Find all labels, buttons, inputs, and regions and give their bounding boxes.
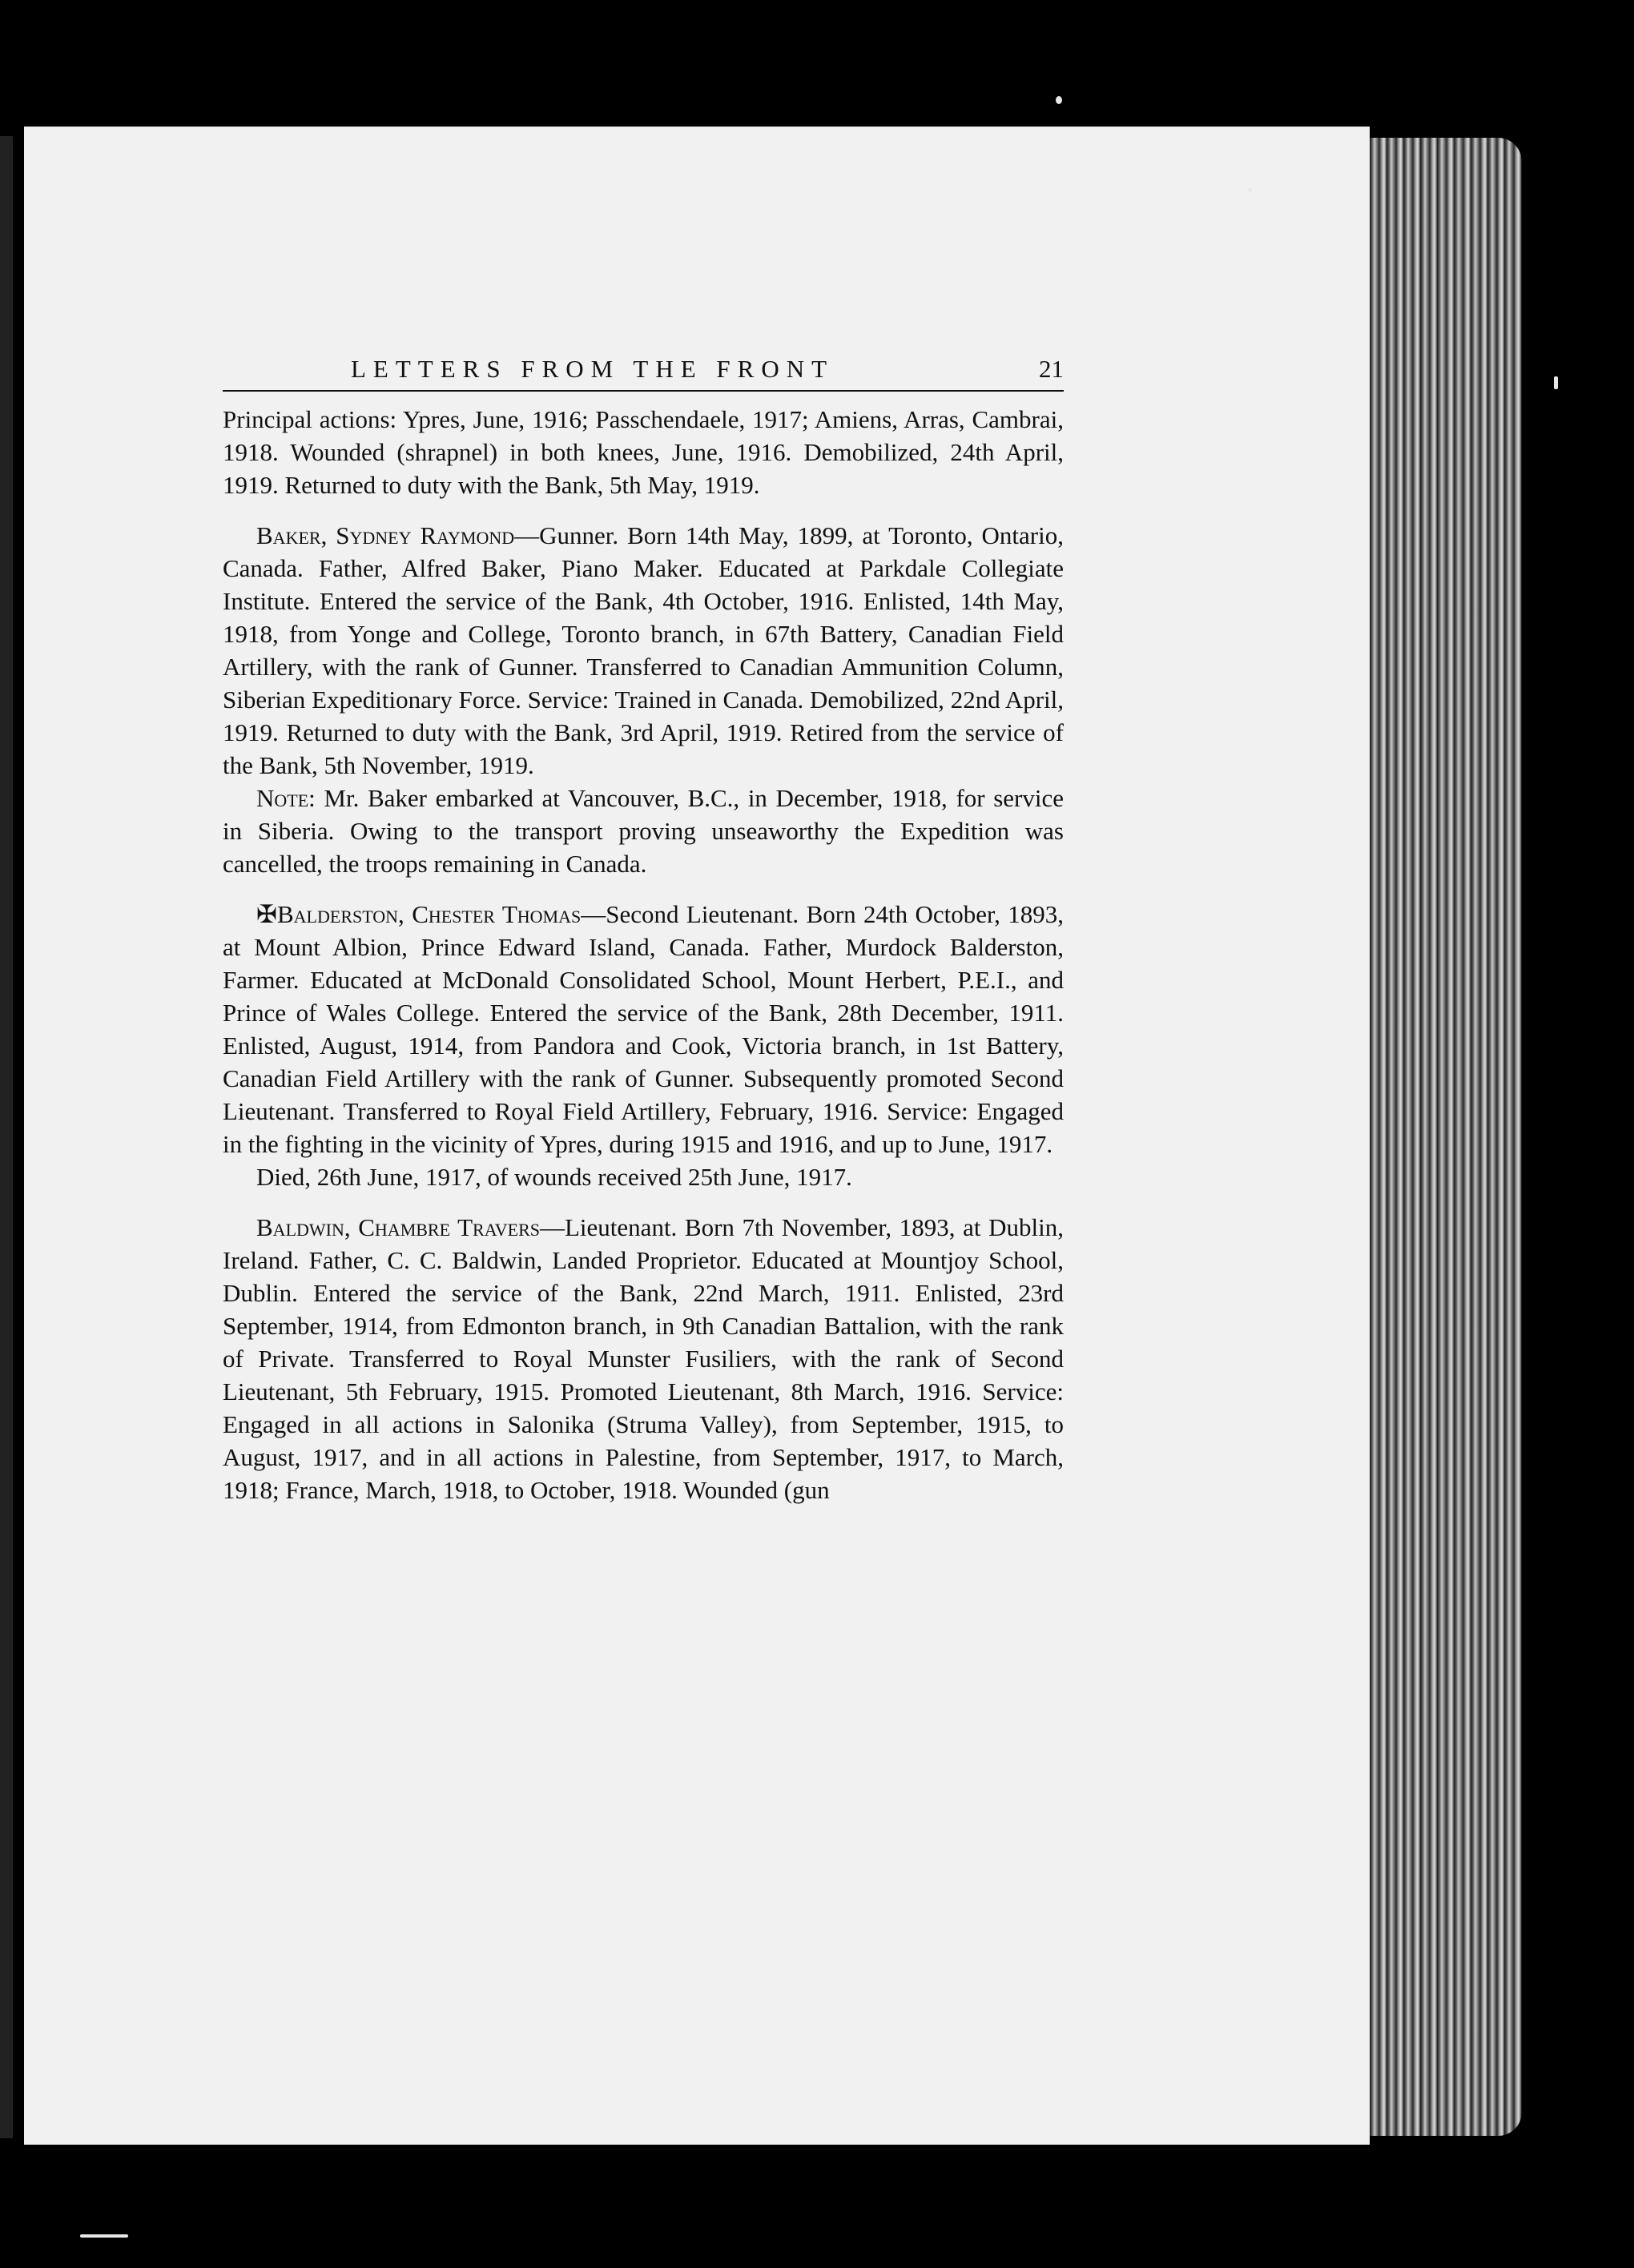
page-number: 21 (1039, 355, 1064, 383)
entry-died: Died, 26th June, 1917, of wounds received 25th June, 1917. (256, 1163, 852, 1191)
entry-note (223, 782, 1064, 880)
cross-marker-icon: ✠ (256, 900, 277, 928)
entry-balderston (223, 898, 1064, 1160)
entry-baker (223, 519, 1064, 782)
book-spine-shadow (0, 136, 13, 2138)
scan-speck (1056, 96, 1062, 104)
entry-body: —Second Lieutenant. Born 24th October, 1893, at Mount Albion, Prince Edward Island, Canada. Father, Murdock Balderston, Farmer. Educated at McDonald Consolidated School, Mount Herbert, P.E.I., and Prince of Wales College. Entered the service of the Bank, 28th December, 1911. Enlisted, August, 1914, from Pandora and Cook, Victoria branch, in 1st Battery, Canadian Field Artillery with the rank of Gunner. Subsequently promoted Second Lieutenant. Transferred to Royal Field Artillery, February, 1916. Service: Engaged in the fighting in the vicinity of Ypres, during 1915 and 1916, and up to June, 1917. (223, 900, 1064, 1158)
scan-speck (1554, 376, 1558, 389)
note-label: Note: (256, 784, 316, 812)
entry-body: —Gunner. Born 14th May, 1899, at Toronto, Ontario, Canada. Father, Alfred Baker, Piano Maker. Educated at Parkdale Collegiate Institute. Entered the service of the Bank, 4th October, 1916. Enlisted, 14th May, 1918, from Yonge and College, Toronto branch, in 67th Battery, Canadian Field Artillery, with the rank of Gunner. Transferred to Canadian Ammunition Column, Siberian Expeditionary Force. Service: Trained in Canada. Demobilized, 22nd April, 1919. Returned to duty with the Bank, 3rd April, 1919. Retired from the service of the Bank, 5th November, 1919. (223, 521, 1064, 779)
running-header (223, 352, 1064, 392)
running-title: LETTERS FROM THE FRONT (351, 355, 835, 383)
page-edges (1370, 138, 1522, 2136)
note-body: Mr. Baker embarked at Vancouver, B.C., in December, 1918, for service in Siberia. Owing to the transport proving unseaworthy the Expedition was cancelled, the troops remaining in Canada. (223, 784, 1064, 878)
entry-continuation: Principal actions: Ypres, June, 1916; Passchendaele, 1917; Amiens, Arras, Cambrai, 1918. Wounded (shrapnel) in both knees, June, 1916. Demobilized, 24th April, 1919. Returned to duty with the Bank, 5th May, 1919. (223, 405, 1064, 499)
entry-body: —Lieutenant. Born 7th November, 1893, at Dublin, Ireland. Father, C. C. Baldwin, Landed Proprietor. Educated at Mountjoy School, Dublin. Entered the service of the Bank, 22nd March, 1911. Enlisted, 23rd September, 1914, from Edmonton branch, in 9th Canadian Battalion, with the rank of Private. Transferred to Royal Munster Fusiliers, with the rank of Second Lieutenant, 5th February, 1915. Promoted Lieutenant, 8th March, 1916. Service: Engaged in all actions in Salonika (Struma Valley), from September, 1915, to August, 1917, and in all actions in Palestine, from September, 1917, to March, 1918; France, March, 1918, to October, 1918. Wounded (gun (223, 1213, 1064, 1504)
entry-name: Baldwin, Chambre Travers (256, 1213, 540, 1241)
scan-speck (1248, 188, 1252, 192)
page-text (223, 352, 1064, 1506)
entry-name: Baker, Sydney Raymond (256, 521, 515, 549)
scan-speck (80, 2234, 128, 2238)
entry-name: Balderston, Chester Thomas (276, 900, 582, 928)
entry-baldwin (223, 1211, 1064, 1506)
